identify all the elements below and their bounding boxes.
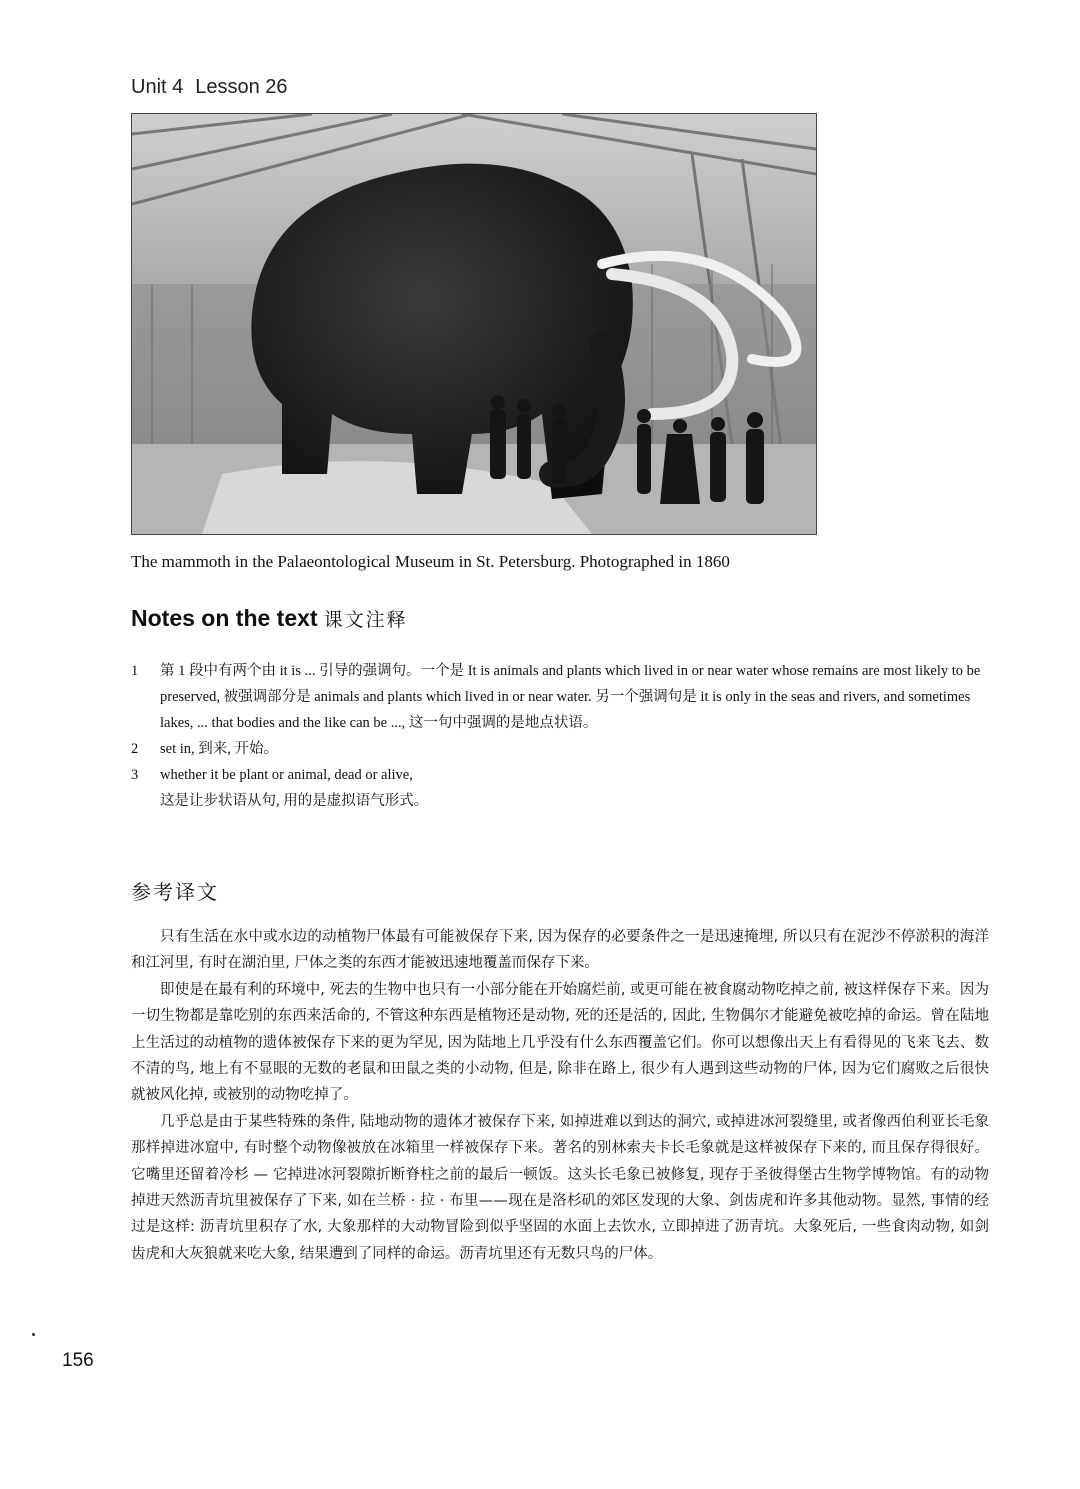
translation-heading: 参考译文 bbox=[131, 880, 219, 904]
page-header bbox=[131, 76, 288, 99]
notes-heading bbox=[131, 605, 408, 632]
lesson-label: Lesson 26 bbox=[195, 76, 288, 98]
margin-dot bbox=[32, 1333, 35, 1336]
notes-heading-en: Notes on the text bbox=[131, 605, 318, 631]
note-text: 第 1 段中有两个由 it is ... 引导的强调句。一个是 It is animals and plants which lived in or near water whose remains are most likely to be preserved, 被强调部分是 animals and plants which lived in or near water. 另一个强调句是 it is only in the seas and rivers, and sometimes lakes, ... that bodies and the like can be ..., 这一句中强调的是地点状语。 bbox=[160, 663, 981, 731]
note-text-line2: 这是让步状语从句, 用的是虚拟语气形式。 bbox=[160, 793, 429, 809]
page-number: 156 bbox=[62, 1350, 94, 1371]
note-item bbox=[131, 658, 989, 736]
notes-heading-zh: 课文注释 bbox=[323, 609, 408, 631]
unit-label: Unit 4 bbox=[131, 76, 184, 98]
notes-list bbox=[131, 658, 989, 814]
translation-paragraph: 只有生活在水中或水边的动植物尸体最有可能被保存下来, 因为保存的必要条件之一是迅速掩埋, 所以只有在泥沙不停淤积的海洋和江河里, 有时在湖泊里, 尸体之类的东西才能被迅速地覆盖而保存下来。 bbox=[131, 929, 989, 972]
translation-paragraph: 即使是在最有利的环境中, 死去的生物中也只有一小部分能在开始腐烂前, 或更可能在被食腐动物吃掉之前, 被这样保存下来。因为一切生物都是靠吃别的东西来活命的, 不管这种东西是植物还是动物, 死的还是活的, 因此, 生物偶尔才能避免被吃掉的命运。曾在陆地上生活过的动植物的遗体被保存下来的更为罕见, 因为陆地上几乎没有什么东西覆盖它们。你可以想像出天上有看得见的飞来飞去、数不清的鸟, 地上有不显眼的无数的老鼠和田鼠之类的小动物, 但是, 除非在路上, 很少有人遇到这些动物的尸体, 因为它们腐败之后很快就被风化掉, 或被别的动物吃掉了。 bbox=[131, 981, 989, 1104]
note-number: 3 bbox=[131, 767, 139, 783]
translation-paragraph: 几乎总是由于某些特殊的条件, 陆地动物的遗体才被保存下来, 如掉进难以到达的洞穴, 或掉进冰河裂缝里, 或者像西伯利亚长毛象那样掉进冰窟中, 有时整个动物像被放在冰箱里一样被保存下来。著名的别林索夫卡长毛象就是这样被保存下来的, 而且保存得很好。它嘴里还留着冷杉 — 它掉进冰河裂隙折断脊柱之前的最后一顿饭。这头长毛象已被修复, 现存于圣彼得堡古生物学博物馆。有的动物掉进天然沥青坑里被保存了下来, 如在兰桥 · 拉 · 布里——现在是洛杉矶的郊区发现的大象、剑齿虎和许多其他动物。显然, 事情的经过是这样: 沥青坑里积存了水, 大象那样的大动物冒险到似乎坚固的水面上去饮水, 立即掉进了沥青坑。大象死后, 一些食肉动物, 如剑齿虎和大灰狼就来吃大象, 结果遭到了同样的命运。沥青坑里还有无数只鸟的尸体。 bbox=[131, 1113, 989, 1262]
mammoth-photo bbox=[131, 113, 817, 535]
note-item bbox=[131, 762, 989, 814]
photo-caption: The mammoth in the Palaeontological Museum in St. Petersburg. Photographed in 1860 bbox=[131, 552, 730, 571]
translation-body bbox=[131, 924, 989, 1267]
mammoth-photo-illustration bbox=[132, 114, 816, 534]
note-number: 1 bbox=[131, 663, 139, 679]
note-number: 2 bbox=[131, 741, 139, 757]
note-text-line1: whether it be plant or animal, dead or alive, bbox=[160, 767, 413, 783]
note-text: set in, 到来, 开始。 bbox=[160, 741, 279, 757]
note-item bbox=[131, 736, 989, 762]
